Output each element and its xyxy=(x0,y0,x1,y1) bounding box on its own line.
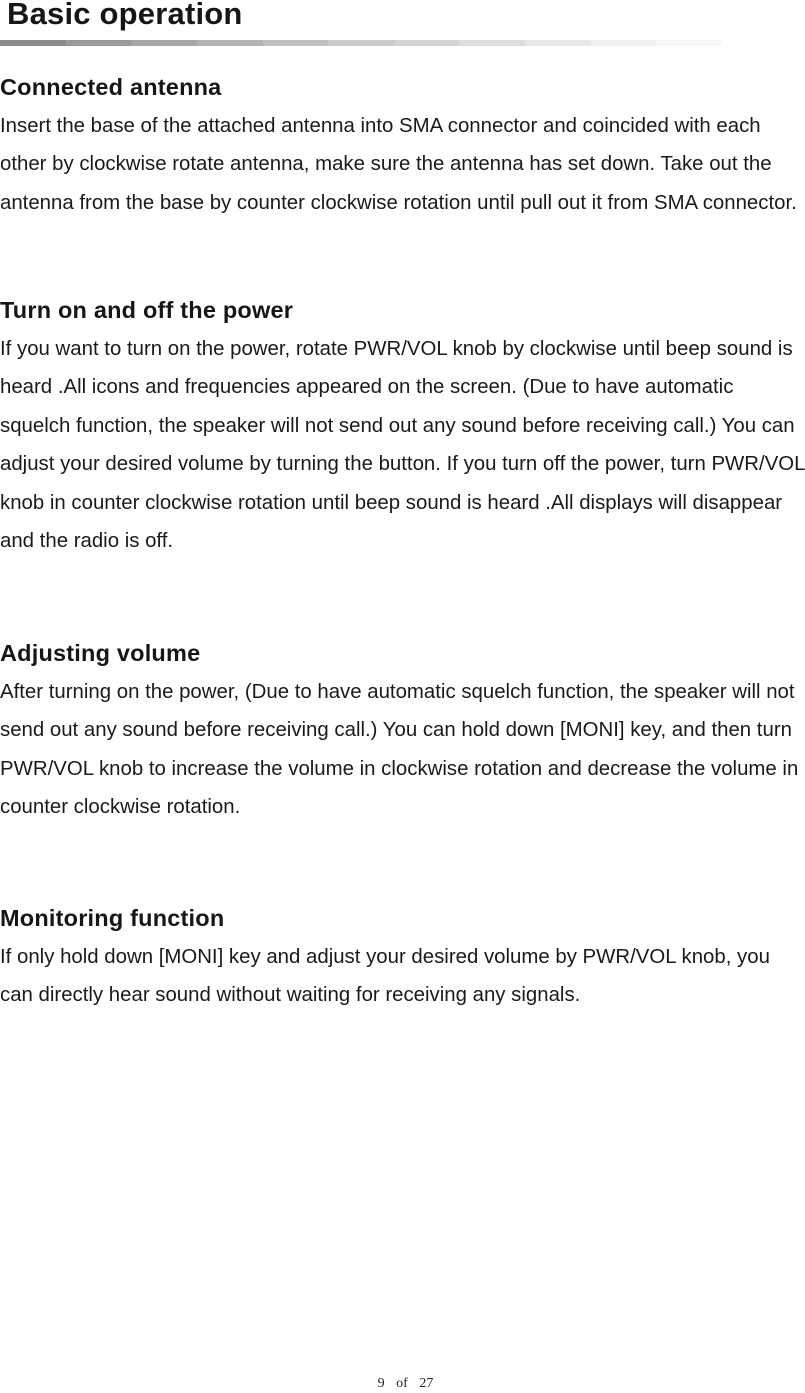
section-heading: Adjusting volume xyxy=(0,640,201,666)
section-body: After turning on the power, (Due to have automatic squelch function, the speaker will not send out any sound before receiving call.) You can hold down [MONI] key, and then turn PWR/VOL knob to increase the volume in clockwise rotation and decrease the volume in counter clockwise rotation. xyxy=(0,681,799,819)
rule-segment xyxy=(328,40,394,46)
title-underline-rule xyxy=(0,40,722,46)
rule-segment xyxy=(66,40,132,46)
rule-segment xyxy=(591,40,657,46)
rule-segment xyxy=(0,40,66,46)
section-body: If you want to turn on the power, rotate PWR/VOL knob by clockwise until beep sound is heard .All icons and frequencies appeared on the screen. (Due to have automatic squelch function, the speaker will not send out any sound before receiving call.) You can adjust your desired volume by turning the button. If you turn off the power, turn PWR/VOL knob in counter clockwise rotation until beep sound is heard .All displays will disappear and the radio is off. xyxy=(0,338,805,553)
rule-segment xyxy=(459,40,525,46)
section-monitoring-function xyxy=(0,903,805,1015)
rule-segment xyxy=(525,40,591,46)
rule-segment xyxy=(131,40,197,46)
section-power-on-off xyxy=(0,295,805,560)
section-heading: Connected antenna xyxy=(0,74,222,100)
rule-segment xyxy=(656,40,722,46)
section-adjusting-volume xyxy=(0,638,805,827)
section-connected-antenna xyxy=(0,72,805,222)
rule-segment xyxy=(197,40,263,46)
page-title: Basic operation xyxy=(7,0,243,31)
section-body: Insert the base of the attached antenna into SMA connector and coincided with each other by clockwise rotate antenna, make sure the antenna has set down. Take out the antenna from the base by counter clockwise rotation until pull out it from SMA connector. xyxy=(0,115,797,214)
section-heading: Turn on and off the power xyxy=(0,297,294,323)
rule-segment xyxy=(263,40,329,46)
page-number: 9 of 27 xyxy=(377,1376,434,1391)
section-body: If only hold down [MONI] key and adjust your desired volume by PWR/VOL knob, you can directly hear sound without waiting for receiving any signals. xyxy=(0,946,770,1007)
rule-segment xyxy=(394,40,460,46)
section-heading: Monitoring function xyxy=(0,905,225,931)
